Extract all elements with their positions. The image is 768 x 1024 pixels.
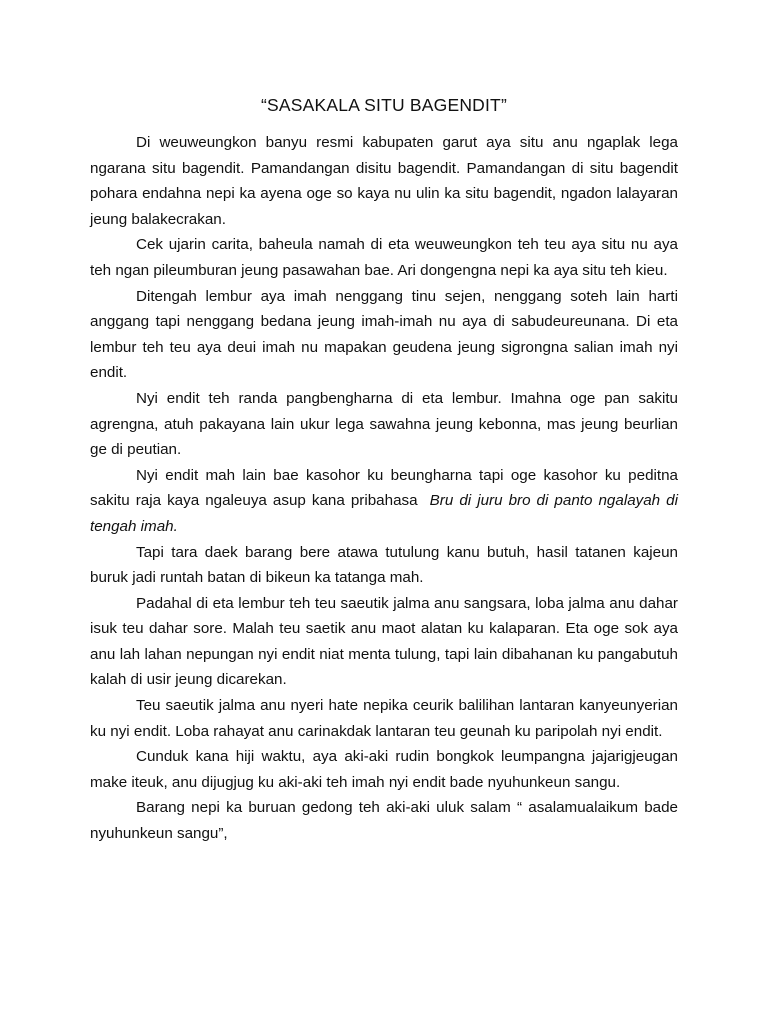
paragraph-6: Tapi tara daek barang bere atawa tutulung kanu butuh, hasil tatanen kajeun buruk jadi runtah batan di bikeun ka tatanga mah.: [90, 543, 678, 587]
paragraph-2: Cek ujarin carita, baheula namah di eta weuweungkon teh teu aya situ nu aya teh ngan pileumburan jeung pasawahan bae. Ari dongengna nepi ka aya situ teh kieu.: [90, 236, 678, 279]
paragraph-5: [90, 463, 678, 540]
paragraph-4: Nyi endit teh randa pangbengharna di eta lembur. Imahna oge pan sakitu agrengna, atuh pakayana lain ukur lega sawahna jeung kebonna, mas jeung beurlian ge di peutian.: [90, 389, 678, 459]
paragraph-8: Teu saeutik jalma anu nyeri hate nepika ceurik balilihan lantaran kanyeunyerian ku nyi endit. Loba rahayat anu carinakdak lantaran teu geunah ku paripolah nyi endit.: [90, 697, 678, 740]
document-title: “SASAKALA SITU BAGENDIT”: [261, 95, 507, 115]
paragraph-10: Barang nepi ka buruan gedong teh aki-aki uluk salam “ asalamualaikum bade nyuhunkeun sangu”,: [90, 799, 678, 843]
paragraph-5-text: Nyi endit mah lain bae kasohor ku beungharna tapi oge kasohor ku peditna sakitu raja kaya ngaleuya asup kana pribahasa: [90, 466, 678, 510]
paragraph-1: Di weuweungkon banyu resmi kabupaten garut aya situ anu ngaplak lega ngarana situ bagendit. Pamandangan disitu bagendit. Pamandangan di situ bagendit pohara endahna nepi ka ayena oge so kaya nu ulin ka situ bagendit, ngadon lalayaran jeung balakecrakan.: [90, 134, 678, 228]
paragraph-9: Cunduk kana hiji waktu, aya aki-aki rudin bongkok leumpangna jajarigjeugan make iteuk, anu dijugjug ku aki-aki teh imah nyi endit bade nyuhunkeun sangu.: [90, 748, 678, 791]
paragraph-7: Padahal di eta lembur teh teu saeutik jalma anu sangsara, loba jalma anu dahar isuk teu dahar sore. Malah teu saetik anu maot alatan ku kalaparan. Eta oge sok aya anu lah lahan nepungan nyi endit niat menta tulung, tapi lain dibahanan ku pangabutuh kalah di usir jeung dicarekan.: [90, 594, 678, 689]
document-page: [90, 92, 678, 847]
paragraph-3: Ditengah lembur aya imah nenggang tinu sejen, nenggang soteh lain harti anggang tapi nenggang bedana jeung imah-imah nu aya di sabudeureunana. Di eta lembur teh teu aya deui imah nu mapakan geudena jeung sigrongna salian imah nyi endit.: [90, 287, 678, 382]
proverb-quote: Bru di juru bro di panto ngalayah di tengah imah.: [90, 492, 678, 535]
